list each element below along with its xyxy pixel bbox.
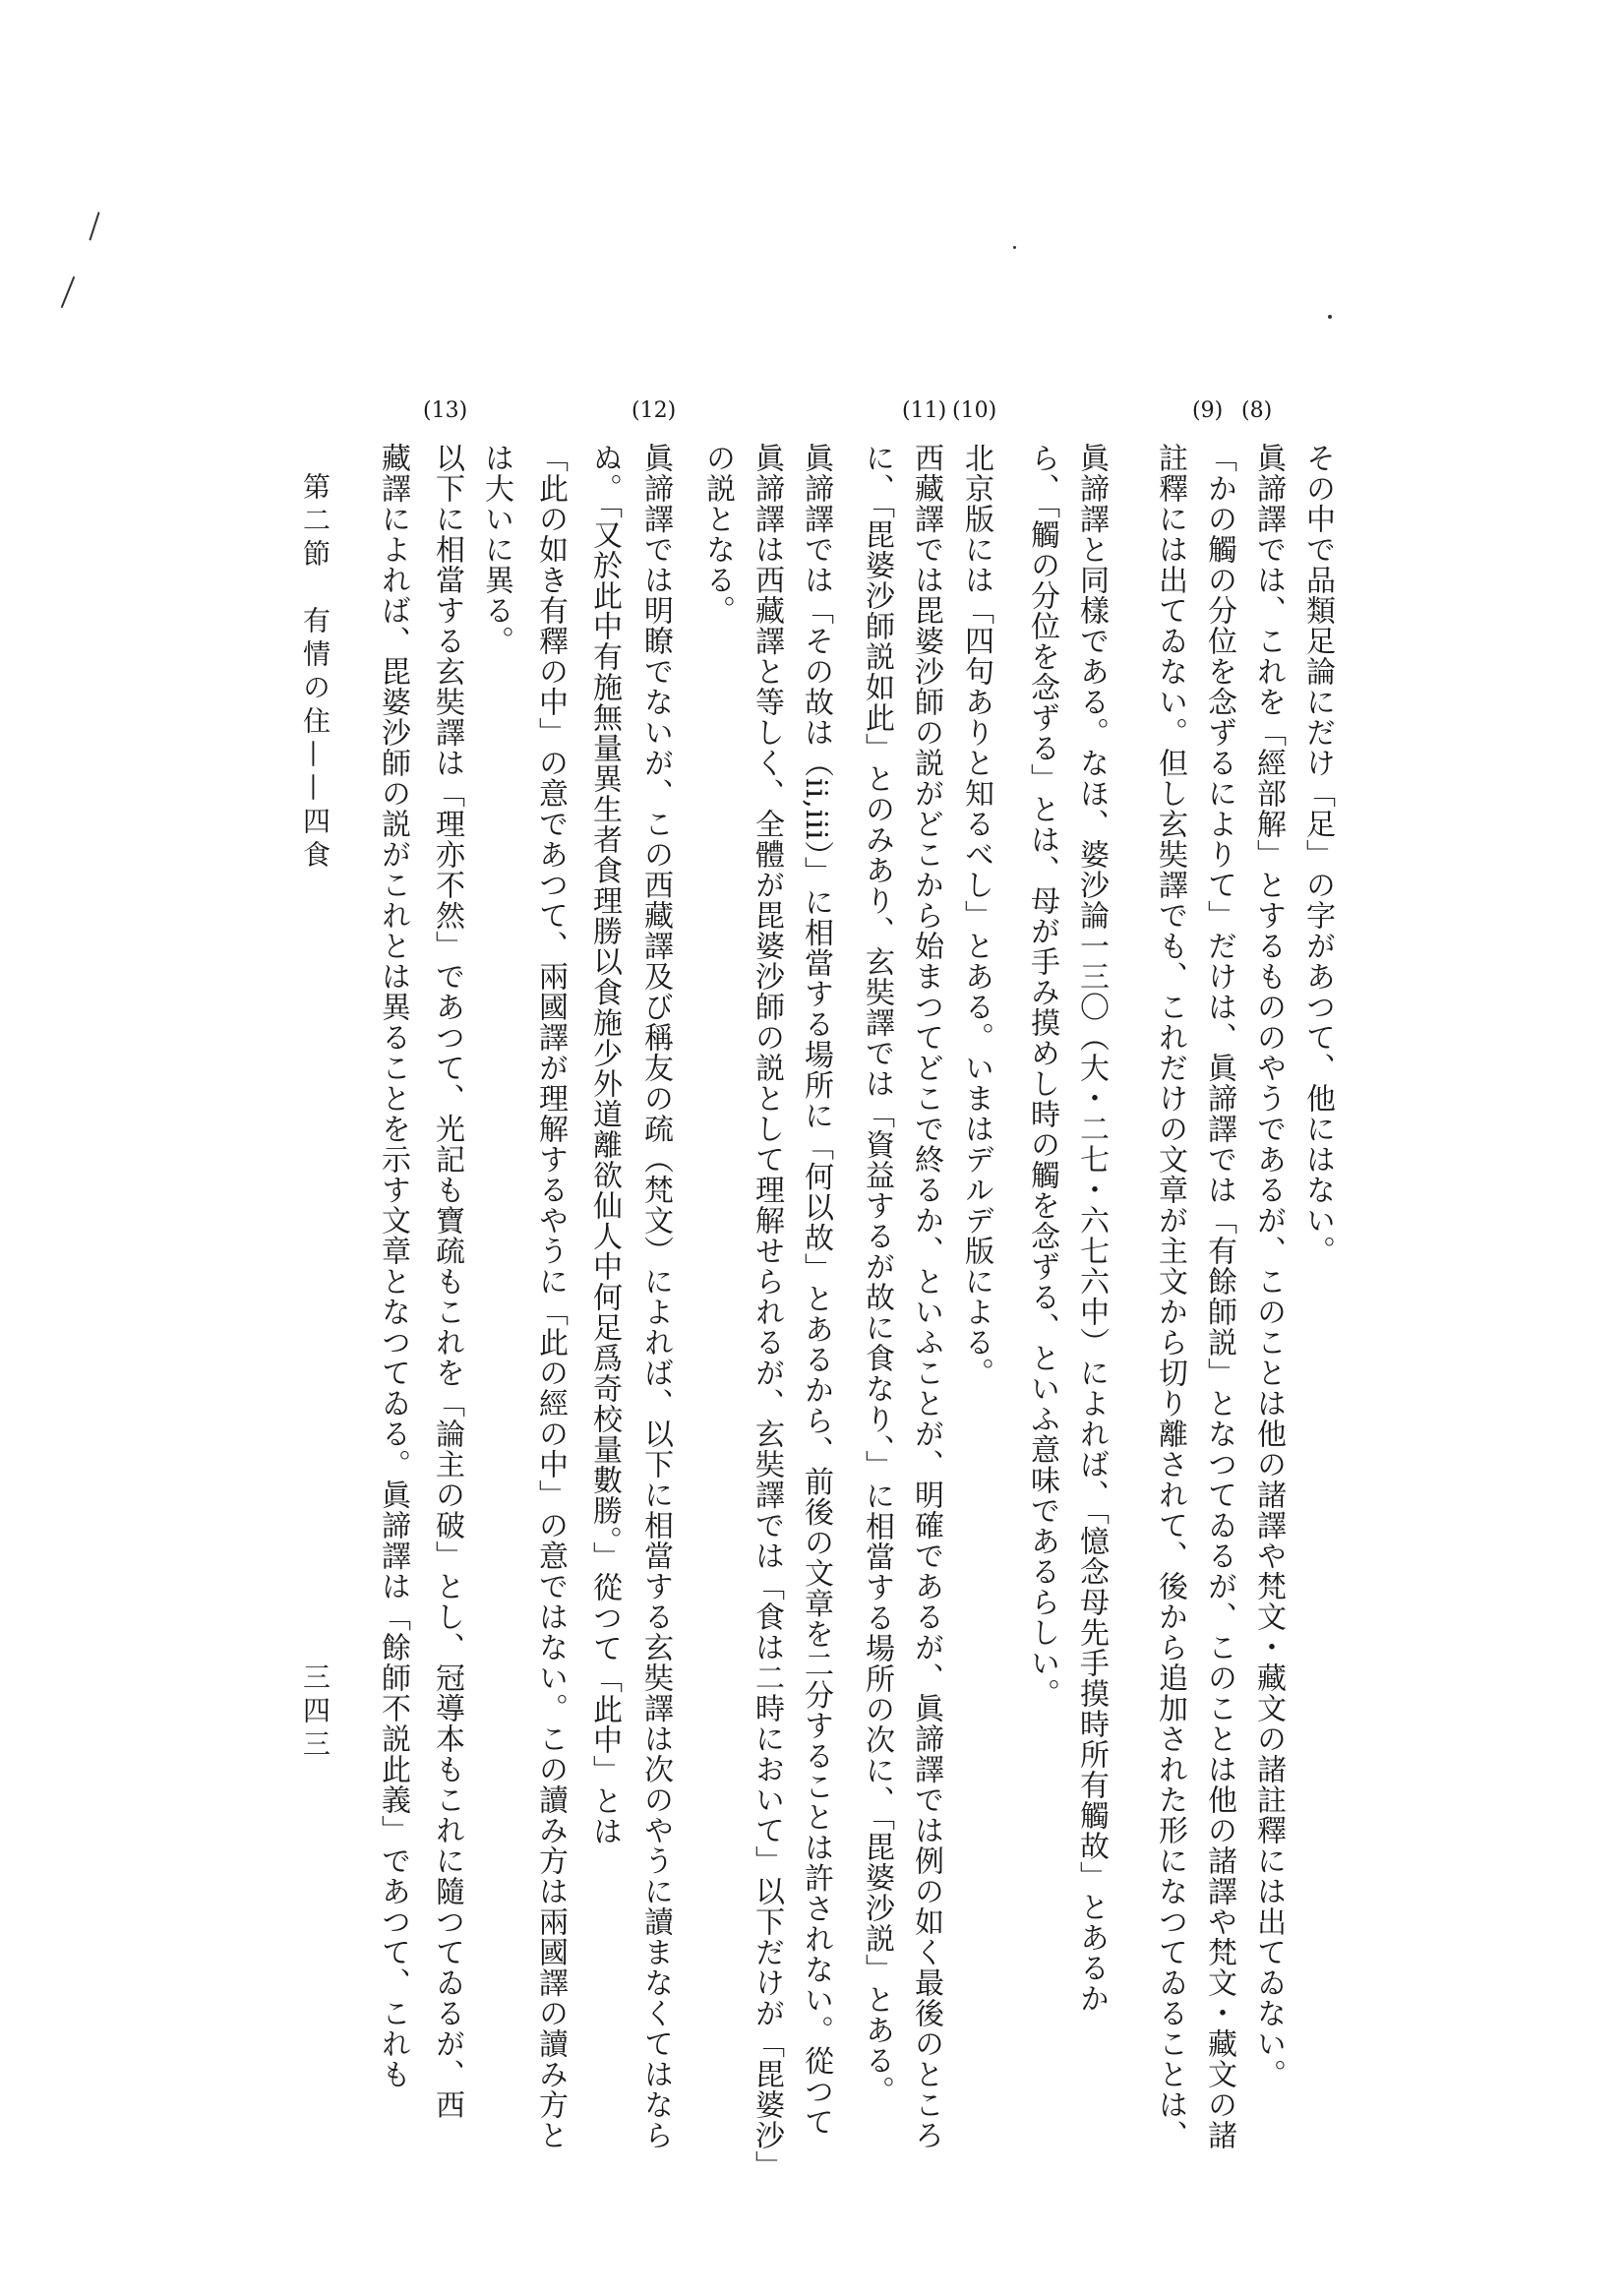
text-column-18: 藏譯によれば、毘婆沙師の説がこれとは異ることを示す文章となつてゐる。眞諦譯は「餘師不説此義」であつて、これも bbox=[376, 443, 410, 2089]
text-column-9: に、「毘婆沙師説如此」とのみあり、玄奘譯では「資益するが故に食なり、」に相當する場所の次に、「毘婆沙説」とある。 bbox=[860, 443, 894, 2106]
note-marker-9: (9) bbox=[1192, 398, 1224, 423]
note-marker-8: (8) bbox=[1241, 398, 1273, 423]
text-column-17: 以下に相當する玄奘譯は「理亦不然」であつて、光記も寶疏もこれを「論主の破」とし、冠導本もこれに隨つてゐるが、西 bbox=[430, 443, 464, 2120]
text-column-11: 眞諦譯は西藏譯と等しく、全體が毘婆沙師の説として理解せられるが、玄奘譯では「食は二時において」以下だけが「毘婆沙」 bbox=[750, 443, 784, 2181]
text-column-16: は大いに異る。 bbox=[479, 443, 513, 656]
text-column-13: 眞諦譯では明瞭でないが、この西藏譯及び稱友の疏（梵文）によれば、以下に相當する玄奘譯は次のやうに讀まなくてはなら bbox=[638, 443, 673, 2150]
note-marker-10: (10) bbox=[952, 398, 997, 423]
text-column-5: 眞諦譯と同樣である。なほ、婆沙論一三〇（大・二七・六七六中）によれば、「憶念母先手摸時所有觸故」とあるか bbox=[1074, 443, 1109, 2014]
scan-mark bbox=[1328, 315, 1332, 319]
section-header: 第二節 有情の住——四食 bbox=[299, 472, 331, 874]
text-column-3: 「かの觸の分位を念ずるによりて」だけは、眞諦譯では「有餘師説」となつてゐるが、このことは他の諸譯や梵文・藏文の諸 bbox=[1202, 443, 1236, 2150]
page-number: 三四三 bbox=[299, 1662, 331, 1763]
text-column-8: 西藏譯では毘婆沙師の説がどこから始まつてどこで終るか、といふことが、明確であるが、眞諦譯では例の如く最後のところ bbox=[909, 443, 943, 2150]
note-marker-11: (11) bbox=[902, 398, 947, 423]
scan-mark bbox=[61, 276, 76, 308]
text-column-4: 註釋には出てゐない。但し玄奘譯でも、これだけの文章が主文から切り離されて、後から追加された形になつてゐることは、 bbox=[1153, 443, 1187, 2150]
text-column-10: 眞諦譯では「その故は（ii,iii）」に相當する場所に「何以故」とあるから、前後の文章を二分することは許されない。從つて bbox=[799, 443, 833, 2138]
text-column-12: の説となる。 bbox=[700, 443, 735, 626]
scan-mark bbox=[1013, 246, 1016, 249]
text-column-14: ぬ。「又於此中有施無量異生者食理勝以食施少外道離欲仙人中何足爲奇校量數勝。」從つて「此中」とは bbox=[587, 443, 622, 1846]
scan-mark bbox=[89, 211, 99, 240]
text-column-6: ら、「觸の分位を念ずる」とは、母が手み摸めし時の觸を念ずる、といふ意味であるらしい。 bbox=[1025, 443, 1059, 1709]
text-column-2: 眞諦譯では、これを「經部解」とするもののやうであるが、このことは他の諸譯や梵文・藏文の諸註釋には出てゐない。 bbox=[1251, 443, 1286, 2089]
text-column-7: 北京版には「四句ありと知るべし」とある。いまはデルデ版による。 bbox=[959, 443, 993, 1388]
note-marker-12: (12) bbox=[632, 398, 677, 423]
text-column-15: 「此の如き有釋の中」の意であつて、兩國譯が理解するやうに「此の經の中」の意ではない。この讀み方は兩國譯の讀み方と bbox=[533, 443, 568, 2150]
text-column-1: その中で品類足論にだけ「足」の字があつて、他にはない。 bbox=[1300, 443, 1335, 1266]
note-marker-13: (13) bbox=[423, 398, 468, 423]
